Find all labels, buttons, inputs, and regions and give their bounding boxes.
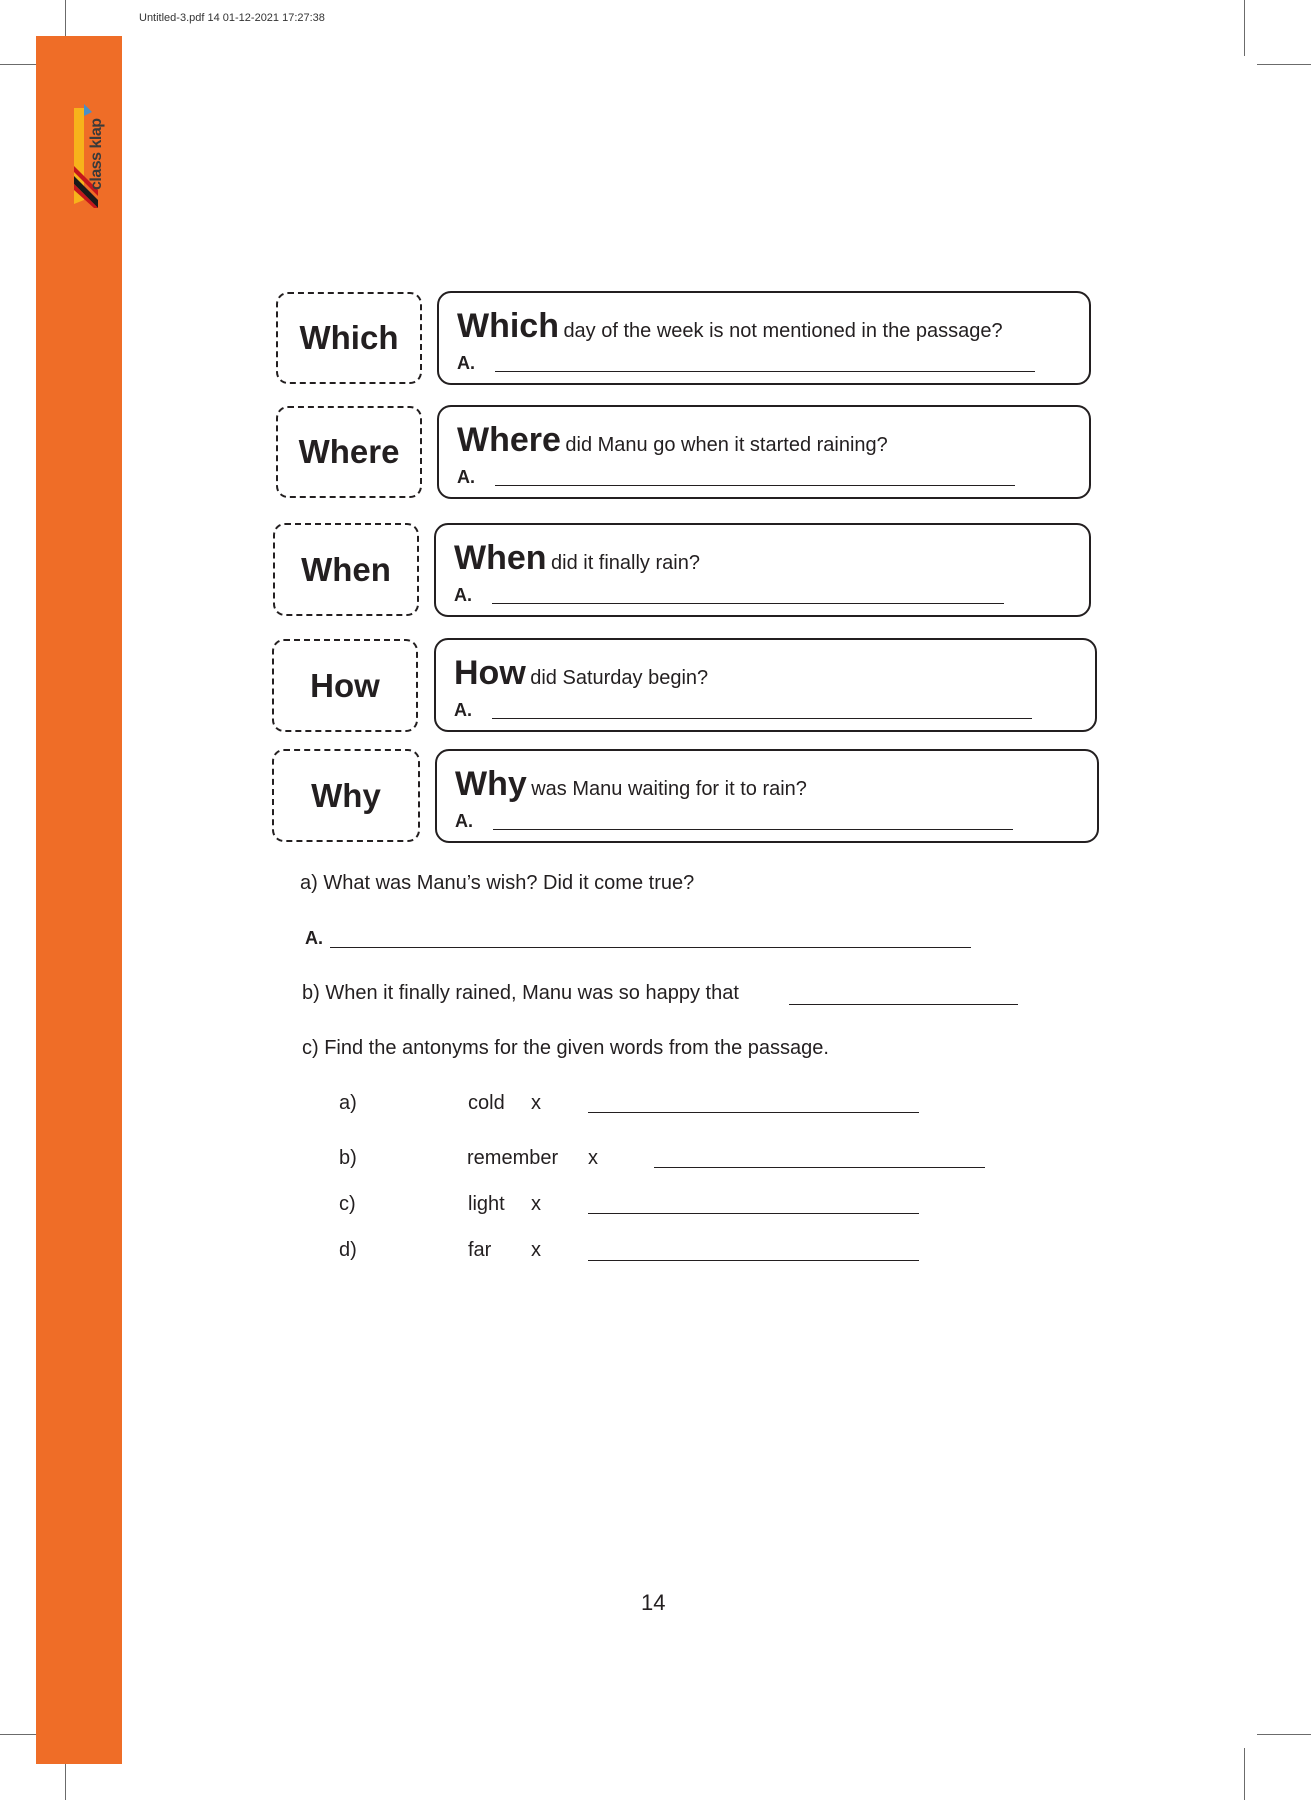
crop-mark <box>1244 1748 1245 1800</box>
answer-label: A. <box>455 811 473 831</box>
question-box-why <box>435 749 1099 843</box>
answer-line-when[interactable] <box>492 603 1004 604</box>
wh-word-how: How <box>272 639 418 732</box>
classklap-logo <box>72 104 122 208</box>
answer-line-which[interactable] <box>495 371 1035 372</box>
antonym-label: d) <box>339 1239 357 1261</box>
answer-line-how[interactable] <box>492 718 1032 719</box>
question-box-when <box>434 523 1091 617</box>
wh-word-why: Why <box>272 749 420 842</box>
question-word: How <box>454 654 526 692</box>
question-box-how <box>434 638 1097 732</box>
answer-label: A. <box>457 353 475 373</box>
antonym-label: a) <box>339 1092 357 1114</box>
question-word: Where <box>457 421 561 459</box>
question-text: was Manu waiting for it to rain? <box>531 778 807 800</box>
question-text: did Saturday begin? <box>530 667 709 689</box>
wh-word-where: Where <box>276 406 422 498</box>
question-text: did Manu go when it started raining? <box>565 434 888 456</box>
question-word: When <box>454 539 547 577</box>
question-b-answer-line[interactable] <box>789 1004 1018 1005</box>
antonym-word: cold <box>468 1092 505 1114</box>
antonym-mark: x <box>531 1193 541 1215</box>
question-b: b) When it finally rained, Manu was so happy that <box>302 982 739 1004</box>
answer-line-why[interactable] <box>493 829 1013 830</box>
antonym-mark: x <box>588 1147 598 1169</box>
antonym-word: remember <box>467 1147 559 1169</box>
question-c: c) Find the antonyms for the given words from the passage. <box>302 1037 829 1059</box>
question-a-answer-label: A. <box>305 928 323 948</box>
answer-line-where[interactable] <box>495 485 1015 486</box>
crop-mark <box>1257 64 1311 65</box>
question-text: day of the week is not mentioned in the passage? <box>563 320 1003 342</box>
question-text: did it finally rain? <box>551 552 700 574</box>
antonym-label: c) <box>339 1193 356 1215</box>
antonym-mark: x <box>531 1092 541 1114</box>
question-box-where <box>437 405 1091 499</box>
file-info: Untitled-3.pdf 14 01-12-2021 17:27:38 <box>139 12 325 24</box>
question-word: Which <box>457 307 559 345</box>
antonym-answer-line-far[interactable] <box>588 1260 919 1261</box>
question-word: Why <box>455 765 527 803</box>
question-a-answer-line[interactable] <box>330 947 971 948</box>
question-a: a) What was Manu’s wish? Did it come true? <box>300 872 695 894</box>
orange-side-band <box>36 36 122 1764</box>
antonym-label: b) <box>339 1147 357 1169</box>
wh-word-when: When <box>273 523 419 616</box>
antonym-word: light <box>468 1193 505 1215</box>
wh-word-which: Which <box>276 292 422 384</box>
question-box-which <box>437 291 1091 385</box>
antonym-word: far <box>468 1239 492 1261</box>
crop-mark <box>1257 1734 1311 1735</box>
crop-mark <box>1244 0 1245 56</box>
antonym-mark: x <box>531 1239 541 1261</box>
logo-text: class klap <box>88 118 105 190</box>
antonym-answer-line-cold[interactable] <box>588 1112 919 1113</box>
answer-label: A. <box>454 700 472 720</box>
page-number: 14 <box>641 1590 666 1615</box>
answer-label: A. <box>457 467 475 487</box>
antonym-answer-line-light[interactable] <box>588 1213 919 1214</box>
answer-label: A. <box>454 585 472 605</box>
antonym-answer-line-remember[interactable] <box>654 1167 985 1168</box>
